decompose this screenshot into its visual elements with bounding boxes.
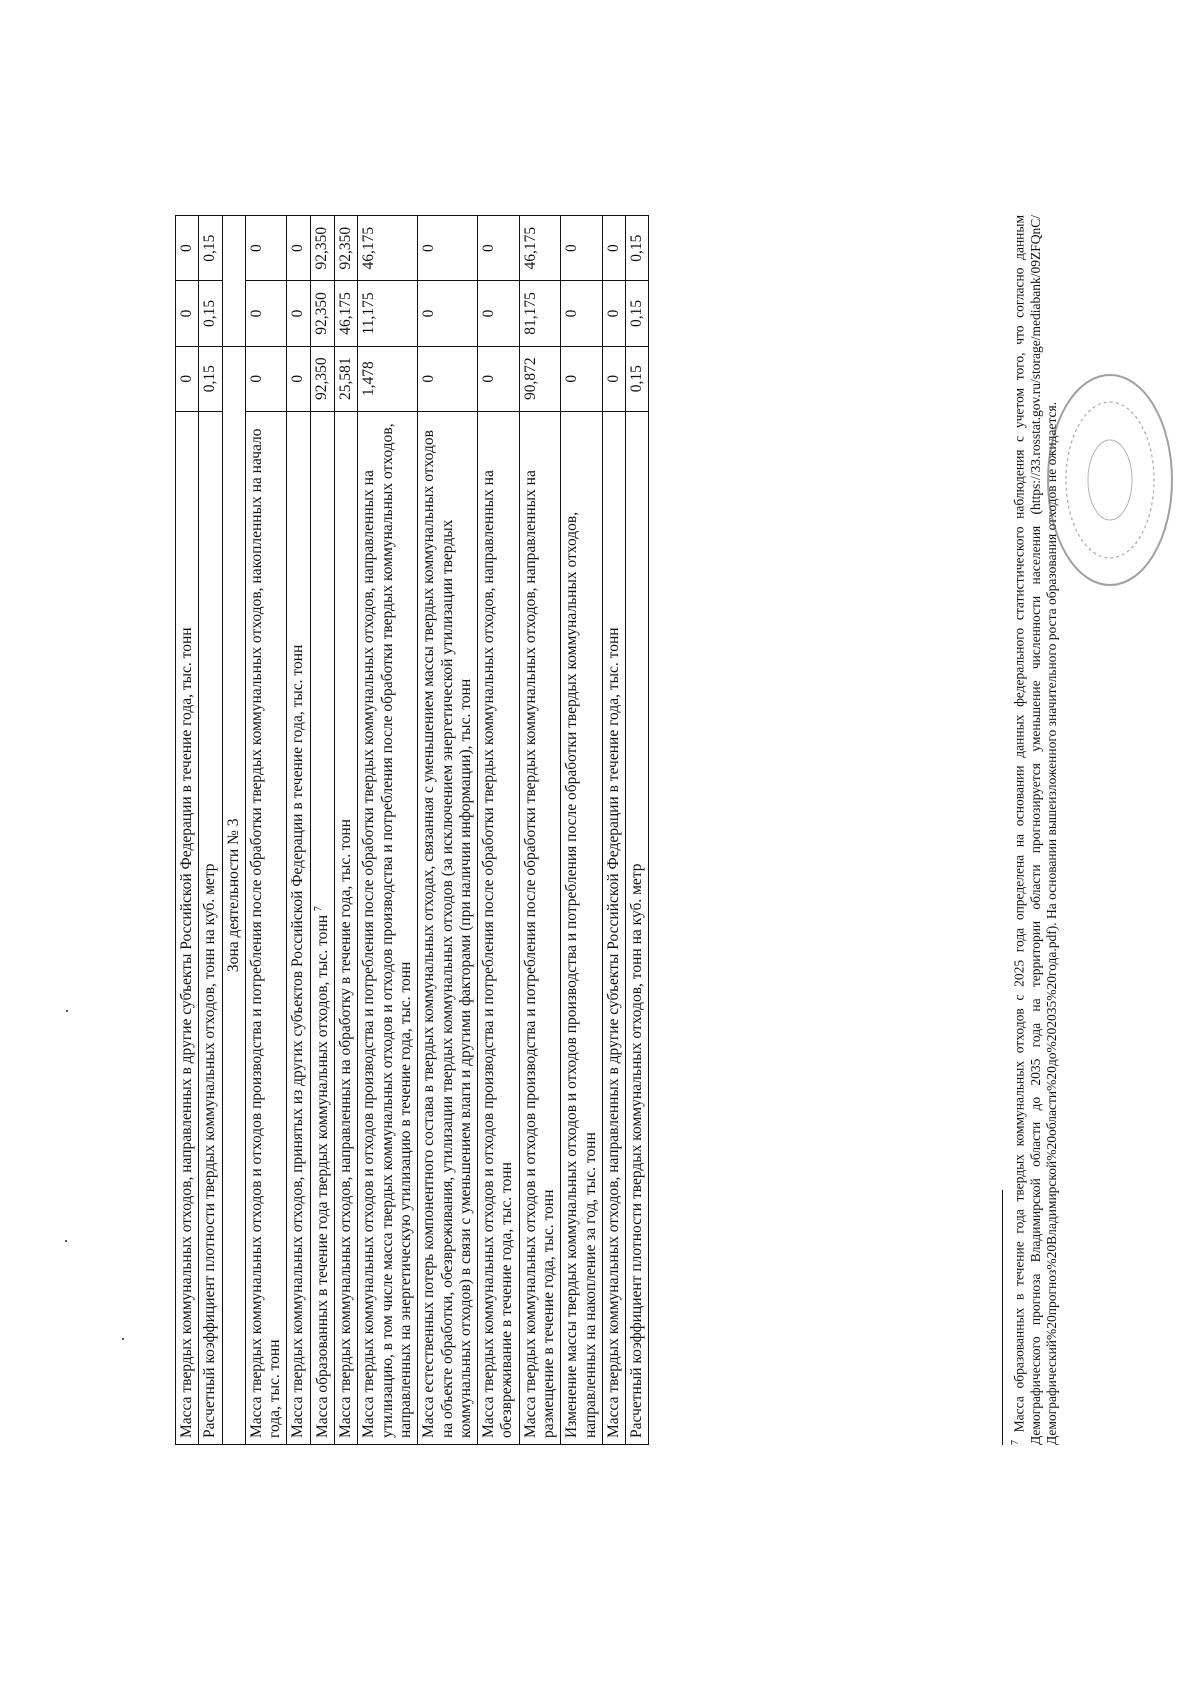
row-label-text: Масса твердых коммунальных отходов и отходов производства и потребления после обработки твердых коммунальных отходов, направленных на размещение в течение года, тыс. тонн — [521, 470, 557, 1438]
footnote-text: Масса образованных в течение года твердых коммунальных отходов с 2025 года определена на основании данных федерального статистического наблюдения с учетом того, что согласно данным Демографического прогноза Владимирской области до 2035 года на территории области прогнозируется уменьшение численности населения (https://33.rosstat.gov.ru/storage/mediabank/09ZFQnC/Демографический%20прогноз%20Владимирской%20области%20до%202035%20года.pdf). На основании вышеизложенного значительного роста образования отходов не ожидается. — [1011, 214, 1059, 1445]
value-cell-2: 0 — [602, 281, 625, 346]
row-label — [519, 411, 561, 1444]
value-cell-1: 0 — [602, 346, 625, 411]
table-row — [602, 216, 625, 1445]
table-row — [418, 216, 478, 1445]
table-row — [478, 216, 520, 1445]
row-label-text: Расчетный коэффициент плотности твердых коммунальных отходов, тонн на куб. метр — [628, 863, 646, 1438]
table-body — [176, 216, 649, 1445]
value-cell-1: 0,15 — [626, 346, 649, 411]
row-label — [335, 411, 358, 1444]
row-label — [176, 411, 199, 1444]
value-cell-3: 46,175 — [358, 216, 418, 281]
value-cell-2: 81,175 — [519, 281, 561, 346]
row-label-text: Масса твердых коммунальных отходов, направленных в другие субъекты Российской Федерации в течение года, тыс. тонн — [604, 627, 622, 1438]
table-row — [519, 216, 561, 1445]
row-label-text: Масса образованных в течение года твердых коммунальных отходов, тыс. тонн — [313, 914, 331, 1438]
value-cell-2: 11,175 — [358, 281, 418, 346]
table-row — [335, 216, 358, 1445]
value-cell-3: 0,15 — [199, 216, 222, 281]
value-cell-1: 0 — [418, 346, 478, 411]
value-cell-2: 0,15 — [199, 281, 222, 346]
scan-speck — [66, 1010, 68, 1012]
row-label — [561, 411, 603, 1444]
table-row — [176, 216, 199, 1445]
row-label-text: Масса твердых коммунальных отходов и отходов производства и потребления после обработки твердых коммунальных отходов, накопленных на начало года, тыс. тонн — [247, 428, 284, 1438]
value-cell-3: 92,350 — [335, 216, 358, 281]
value-cell-2: 0 — [561, 281, 603, 346]
table-row — [310, 216, 334, 1445]
value-cell-1: 0 — [176, 346, 199, 411]
value-cell-1: 0 — [478, 346, 520, 411]
table-row — [245, 216, 287, 1445]
value-cell-3: 0,15 — [626, 216, 649, 281]
scan-speck — [122, 1338, 124, 1340]
value-cell-1: 1,478 — [358, 346, 418, 411]
value-cell-3: 0 — [561, 216, 603, 281]
zone-empty-cell — [222, 216, 245, 347]
row-label — [626, 411, 649, 1444]
waste-balance-table — [175, 215, 649, 1445]
value-cell-3: 0 — [602, 216, 625, 281]
table-row — [626, 216, 649, 1445]
row-label — [418, 411, 478, 1444]
table-row — [358, 216, 418, 1445]
row-label-text: Масса твердых коммунальных отходов, направленных в другие субъекты Российской Федерации в течение года, тыс. тонн — [178, 627, 195, 1438]
value-cell-3: 0 — [176, 216, 199, 281]
row-label-text: Масса твердых коммунальных отходов, принятых из других субъектов Российской Федерации в течение года, тыс. тонн — [289, 644, 307, 1438]
row-label-text: Расчетный коэффициент плотности твердых коммунальных отходов, тонн на куб. метр — [201, 863, 219, 1438]
row-label-text: Масса твердых коммунальных отходов и отходов производства и потребления после обработки твердых коммунальных отходов, направленных на обезвреживание в течение года, тыс. тонн — [480, 470, 516, 1438]
value-cell-1: 90,872 — [519, 346, 561, 411]
value-cell-2: 0 — [418, 281, 478, 346]
value-cell-3: 46,175 — [519, 216, 561, 281]
footnote-ref: 7 — [312, 906, 324, 912]
row-label — [602, 411, 625, 1444]
value-cell-1: 0 — [561, 346, 603, 411]
row-label-text: Масса естественных потерь компонентного состава в твердых коммунальных отходах, связанная с уменьшением массы твердых коммунальных отходов на объекте обработки, обезвреживания, утилизации твердых коммунальных отходов (за исключением энергетической утилизации твердых коммунальных отходов) в связи с уменьшением влаги и другими факторами (при наличии информации), тыс. тонн — [420, 430, 474, 1438]
row-label-text: Масса твердых коммунальных отходов и отходов производства и потребления после обработки твердых коммунальных отходов, направленных на утилизацию, в том числе масса твердых коммунальных отходов и отходов производства и потребления после обработки твердых коммунальных отходов, направленных на энергетическую утилизацию в течение года, тыс. тонн — [360, 423, 414, 1438]
zone-title-cell: Зона деятельности № 3 — [222, 346, 245, 1444]
footnote-separator — [1002, 1190, 1003, 1445]
value-cell-3: 0 — [245, 216, 287, 281]
value-cell-3: 0 — [418, 216, 478, 281]
value-cell-3: 0 — [287, 216, 310, 281]
row-label — [245, 411, 287, 1444]
table-row — [561, 216, 603, 1445]
row-label — [478, 411, 520, 1444]
value-cell-3: 92,350 — [310, 216, 334, 281]
value-cell-2: 0 — [478, 281, 520, 346]
row-label — [310, 411, 334, 1444]
value-cell-1: 0 — [287, 346, 310, 411]
table-row — [287, 216, 310, 1445]
value-cell-2: 0 — [176, 281, 199, 346]
value-cell-2: 0 — [245, 281, 287, 346]
value-cell-2: 0 — [287, 281, 310, 346]
zone-header-row — [222, 216, 245, 1445]
row-label-text: Изменение массы твердых коммунальных отходов и отходов производства и потребления после обработки твердых коммунальных отходов, направленных на накопление за год, тыс. тонн — [563, 511, 599, 1438]
row-label — [199, 411, 222, 1444]
value-cell-1: 25,581 — [335, 346, 358, 411]
row-label — [287, 411, 310, 1444]
official-seal-stamp — [1040, 365, 1180, 595]
value-cell-2: 92,350 — [310, 281, 334, 346]
row-label-text: Масса твердых коммунальных отходов, направленных на обработку в течение года, тыс. тонн — [337, 819, 355, 1438]
value-cell-3: 0 — [478, 216, 520, 281]
value-cell-1: 0 — [245, 346, 287, 411]
scan-speck — [65, 1240, 67, 1242]
row-label — [358, 411, 418, 1444]
footnote-marker: 7 — [1010, 1440, 1021, 1445]
table-row — [199, 216, 222, 1445]
value-cell-2: 46,175 — [335, 281, 358, 346]
value-cell-1: 0,15 — [199, 346, 222, 411]
value-cell-2: 0,15 — [626, 281, 649, 346]
value-cell-1: 92,350 — [310, 346, 334, 411]
